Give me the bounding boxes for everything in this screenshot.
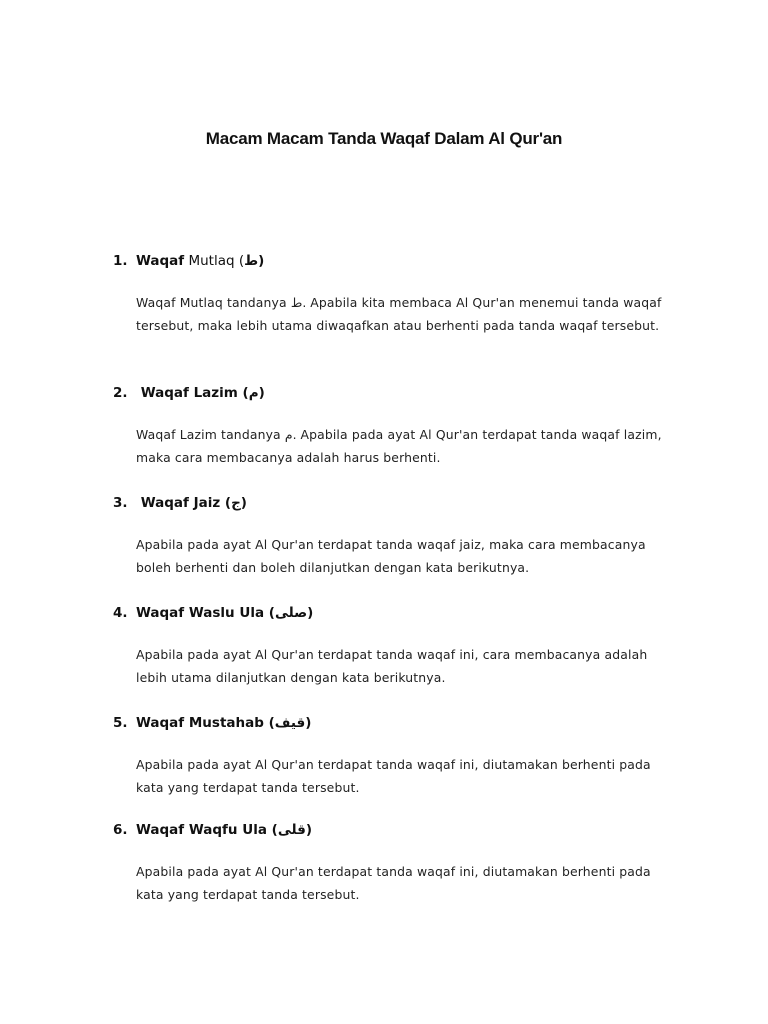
- waqaf-symbol: ج: [231, 495, 241, 511]
- heading-close: ): [258, 253, 265, 269]
- heading-close: ): [258, 385, 265, 401]
- section-number: 1.: [113, 253, 128, 269]
- heading-rest: Mutlaq (: [184, 253, 245, 269]
- heading-bold: Waqaf Waqfu Ula (: [136, 822, 278, 838]
- section-3: [113, 493, 693, 579]
- section-heading: [113, 820, 693, 840]
- waqaf-symbol: م: [248, 385, 259, 401]
- section-number: 2.: [113, 385, 128, 401]
- heading-close: ): [307, 605, 314, 621]
- section-body: Waqaf Mutlaq tandanya ط. Apabila kita membaca Al Qur'an menemui tanda waqaf tersebut, maka lebih utama diwaqafkan atau berhenti pada tanda waqaf tersebut.: [136, 295, 662, 333]
- section-body: Apabila pada ayat Al Qur'an terdapat tanda waqaf ini, cara membacanya adalah lebih utama dilanjutkan dengan kata berikutnya.: [136, 647, 648, 685]
- section-6: [113, 820, 693, 906]
- heading-close: ): [305, 822, 312, 838]
- heading-bold: Waqaf: [136, 253, 185, 269]
- section-1: [113, 251, 693, 337]
- section-heading: [113, 493, 693, 513]
- heading-bold: Waqaf Jaiz (: [136, 495, 232, 511]
- section-5: [113, 713, 693, 799]
- section-body: Apabila pada ayat Al Qur'an terdapat tanda waqaf jaiz, maka cara membacanya boleh berhenti dan boleh dilanjutkan dengan kata berikutnya.: [136, 537, 646, 575]
- heading-bold: Waqaf Lazim (: [136, 385, 249, 401]
- section-4: [113, 603, 693, 689]
- section-heading: [113, 251, 693, 271]
- waqaf-symbol: ط: [244, 253, 259, 269]
- waqaf-symbol: قلى: [277, 822, 306, 838]
- section-body: Apabila pada ayat Al Qur'an terdapat tanda waqaf ini, diutamakan berhenti pada kata yang terdapat tanda tersebut.: [136, 757, 651, 795]
- heading-close: ): [305, 715, 312, 731]
- section-number: 6.: [113, 822, 128, 838]
- section-body: Apabila pada ayat Al Qur'an terdapat tanda waqaf ini, diutamakan berhenti pada kata yang terdapat tanda tersebut.: [136, 864, 651, 902]
- document-title: Macam Macam Tanda Waqaf Dalam Al Qur'an: [205, 129, 563, 148]
- section-heading: [113, 713, 693, 733]
- section-2: [113, 383, 693, 469]
- section-number: 5.: [113, 715, 128, 731]
- section-number: 4.: [113, 605, 128, 621]
- waqaf-symbol: قيف: [274, 715, 306, 731]
- heading-bold: Waqaf Waslu Ula (: [136, 605, 275, 621]
- heading-close: ): [240, 495, 247, 511]
- section-number: 3.: [113, 495, 128, 511]
- section-body: Waqaf Lazim tandanya م. Apabila pada ayat Al Qur'an terdapat tanda waqaf lazim, maka cara membacanya adalah harus berhenti.: [136, 427, 662, 465]
- section-heading: [113, 383, 693, 403]
- heading-bold: Waqaf Mustahab (: [136, 715, 275, 731]
- waqaf-symbol: صلى: [274, 605, 308, 621]
- section-heading: [113, 603, 693, 623]
